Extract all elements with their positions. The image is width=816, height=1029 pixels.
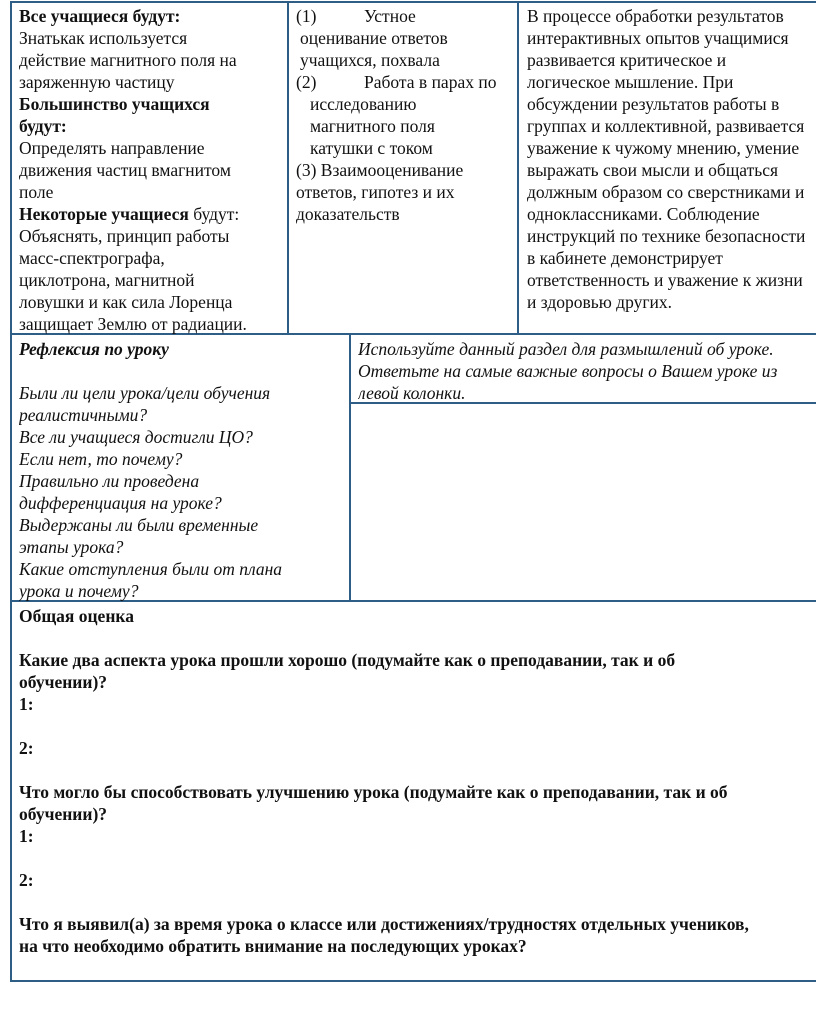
- reflection-question: Какие отступления были от плана: [19, 559, 283, 579]
- question-3-line: на что необходимо обратить внимание на последующих уроках?: [19, 936, 527, 956]
- assessment-text: Работа в парах по: [364, 72, 497, 92]
- objective-line: движения частиц вмагнитом: [19, 160, 231, 180]
- most-students-heading-cont: будут:: [19, 116, 67, 136]
- answer-label-2: 2:: [19, 738, 34, 758]
- reflection-hint-line: левой колонки.: [358, 383, 466, 403]
- assessment-text: доказательств: [296, 204, 400, 224]
- objective-line: Объяснять, принцип работы: [19, 226, 230, 246]
- table-bottom-border: [10, 980, 816, 982]
- col-divider-1: [287, 1, 289, 334]
- reflection-questions-cell: [19, 338, 347, 602]
- question-2-line: обучении)?: [19, 804, 108, 824]
- answer-label-1: 1:: [19, 826, 34, 846]
- reflection-question: Правильно ли проведена: [19, 471, 200, 491]
- objective-line: ловушки и как сила Лоренца: [19, 292, 233, 312]
- values-line: интерактивных опытов учащимися: [527, 28, 789, 48]
- values-line: В процессе обработки результатов: [527, 6, 784, 26]
- objective-line: заряженную частицу: [19, 72, 175, 92]
- reflection-question: реалистичными?: [19, 405, 148, 425]
- reflection-question: Если нет, то почему?: [19, 449, 183, 469]
- assessment-number-2: (2): [296, 72, 317, 92]
- reflection-hint-cell: [358, 338, 816, 404]
- values-line: развивается критическое и: [527, 50, 727, 70]
- assessment-item-3: (3) Взаимооценивание: [296, 160, 464, 180]
- values-line: инструкций по технике безопасности: [527, 226, 806, 246]
- most-students-heading: Большинство учащихся: [19, 94, 210, 114]
- question-2-line: Что могло бы способствовать улучшению урока (подумайте как о преподавании, так и об: [19, 782, 728, 802]
- objective-line: защищает Землю от радиации.: [19, 314, 247, 334]
- objective-line: масс-спектрографа,: [19, 248, 165, 268]
- some-students-heading: Некоторые учащиеся: [19, 204, 189, 224]
- reflection-question: этапы урока?: [19, 537, 124, 557]
- objective-line: Определять направление: [19, 138, 205, 158]
- assessment-text: ответов, гипотез и их: [296, 182, 455, 202]
- answer-label-2: 2:: [19, 870, 34, 890]
- assessment-item-2: [296, 71, 515, 93]
- answer-label-1: 1:: [19, 694, 34, 714]
- overall-title: Общая оценка: [19, 606, 134, 626]
- some-students-suffix: будут:: [188, 204, 240, 224]
- objective-line: Знатькак используется: [19, 28, 188, 48]
- blank-line: [19, 715, 816, 737]
- values-line: уважение к чужому мнению, умение: [527, 138, 800, 158]
- values-line: должным образом со сверстниками и: [527, 182, 805, 202]
- all-students-heading: Все учащиеся будут:: [19, 6, 181, 26]
- reflection-question: Выдержаны ли были временные: [19, 515, 259, 535]
- assessment-text: исследованию: [310, 94, 417, 114]
- blank-line: [19, 891, 816, 913]
- assessment-text: катушки с током: [310, 138, 433, 158]
- values-line: обсуждении результатов работы в: [527, 94, 780, 114]
- question-1-line: Какие два аспекта урока прошли хорошо (подумайте как о преподавании, так и об: [19, 650, 676, 670]
- objective-line: действие магнитного поля на: [19, 50, 237, 70]
- reflection-question: Все ли учащиеся достигли ЦО?: [19, 427, 253, 447]
- col-divider-2: [517, 1, 519, 334]
- table-left-border: [10, 1, 12, 982]
- values-cell: [527, 5, 816, 313]
- overall-assessment-cell: [19, 605, 816, 957]
- assessment-text: магнитного поля: [310, 116, 435, 136]
- reflection-hint-line: Ответьте на самые важные вопросы о Вашем уроке из: [358, 361, 778, 381]
- reflection-title: Рефлексия по уроку: [19, 339, 169, 359]
- table-top-border: [10, 1, 816, 3]
- assessment-text: Устное: [364, 6, 416, 26]
- values-line: выражать свои мысли и общаться: [527, 160, 779, 180]
- some-students-heading-line: [19, 203, 285, 225]
- values-line: логическое мышление. При: [527, 72, 734, 92]
- reflection-question: дифференциация на уроке?: [19, 493, 222, 513]
- reflection-hint-line: Используйте данный раздел для размышлений об уроке.: [358, 339, 774, 359]
- assessment-cell: [296, 5, 515, 225]
- reflection-question: Были ли цели урока/цели обучения: [19, 383, 271, 403]
- values-line: группах и коллективной, развивается: [527, 116, 805, 136]
- values-line: ответственность и уважение к жизни: [527, 270, 803, 290]
- learning-objectives-cell: [19, 5, 285, 335]
- assessment-text: учащихся, похвала: [300, 50, 440, 70]
- reflection-question: урока и почему?: [19, 581, 139, 601]
- assessment-text: оценивание ответов: [300, 28, 448, 48]
- reflection-answer-area[interactable]: [351, 404, 816, 600]
- blank-line: [19, 627, 816, 649]
- objective-line: поле: [19, 182, 54, 202]
- values-line: и здоровью других.: [527, 292, 673, 312]
- assessment-number-1: (1): [296, 6, 317, 26]
- question-3-line: Что я выявил(а) за время урока о классе или достижениях/трудностях отдельных учеников,: [19, 914, 749, 934]
- values-line: в кабинете демонстрирует: [527, 248, 723, 268]
- assessment-item-1: [296, 5, 515, 27]
- blank-line: [19, 847, 816, 869]
- values-line: одноклассниками. Соблюдение: [527, 204, 760, 224]
- blank-line: [19, 759, 816, 781]
- blank-line: [19, 360, 347, 382]
- objective-line: циклотрона, магнитной: [19, 270, 195, 290]
- question-1-line: обучении)?: [19, 672, 108, 692]
